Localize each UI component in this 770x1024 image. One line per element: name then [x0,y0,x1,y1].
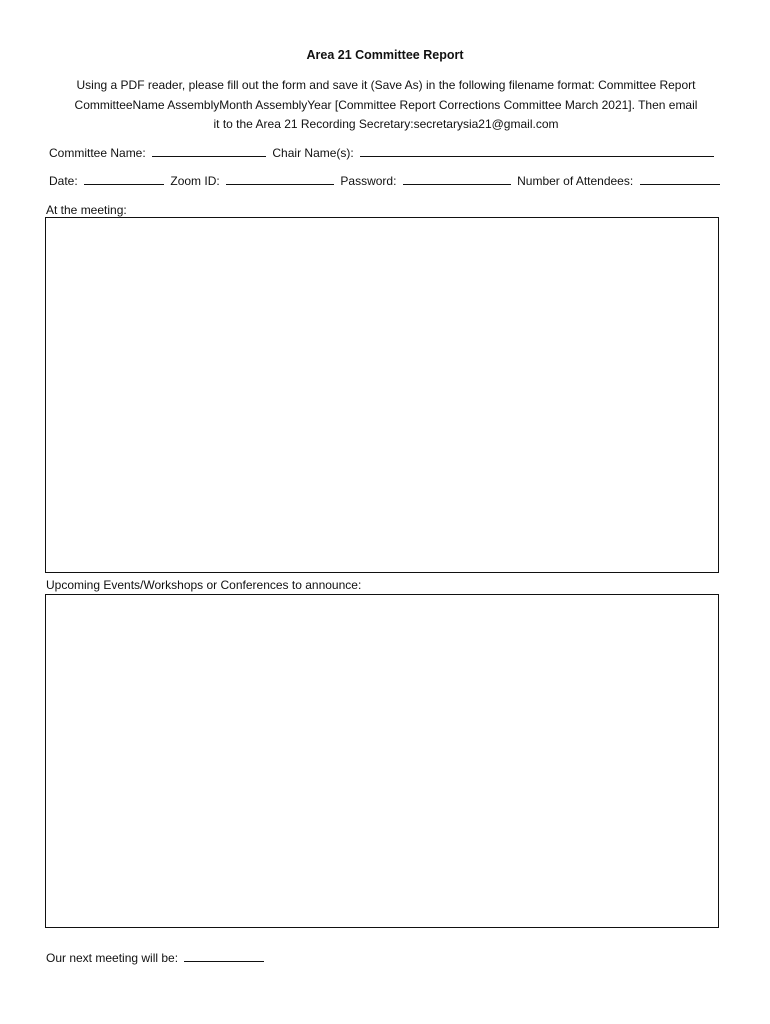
chair-names-label: Chair Name(s): [272,146,354,160]
zoom-id-field[interactable] [226,173,334,185]
password-field[interactable] [403,173,511,185]
committee-name-label: Committee Name: [49,146,146,160]
instructions [46,76,726,135]
attendees-field[interactable] [640,173,720,185]
committee-name-field[interactable] [152,145,266,157]
date-label: Date: [49,174,78,188]
meeting-details-row [49,173,723,188]
password-label: Password: [340,174,397,188]
instructions-line: Using a PDF reader, please fill out the form and save it (Save As) in the following filename format: Committee Report [76,78,696,92]
date-field[interactable] [84,173,164,185]
meeting-notes-label: At the meeting: [46,203,127,217]
instructions-line: CommitteeName AssemblyMonth AssemblyYear [Committee Report Corrections Committee March 2021]. Then email [74,97,698,112]
upcoming-events-label: Upcoming Events/Workshops or Conferences to announce: [46,578,362,592]
next-meeting-row [46,950,267,965]
next-meeting-label: Our next meeting will be: [46,951,179,965]
zoom-id-label: Zoom ID: [170,174,220,188]
chair-names-field[interactable] [360,145,714,157]
next-meeting-field[interactable] [184,950,264,962]
upcoming-events-field[interactable] [45,594,719,928]
meeting-notes-field[interactable] [45,217,719,573]
page-title: Area 21 Committee Report [306,48,464,62]
committee-chair-row [49,145,717,160]
attendees-label: Number of Attendees: [517,174,634,188]
instructions-line: it to the Area 21 Recording Secretary:secretarysia21@gmail.com [213,117,559,131]
